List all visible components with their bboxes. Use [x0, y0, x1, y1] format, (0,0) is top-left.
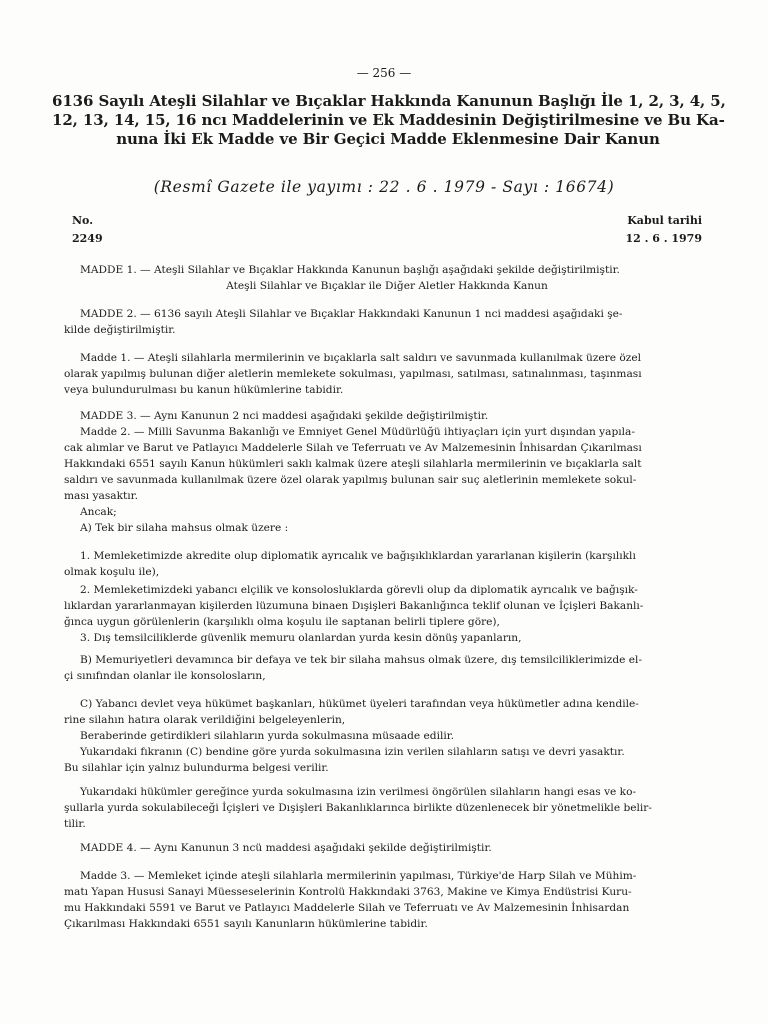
text-line: Hakkındaki 6551 sayılı Kanun hükümleri saklı kalmak üzere ateşli silahlarla mermilerinin ve bıçaklarla salt: [64, 458, 642, 470]
text-line: ğınca uygun görülenlerin (karşılıklı olma koşulu ile saptanan belirli tiplere göre),: [64, 616, 500, 628]
article-2: [64, 306, 710, 338]
text-line: olarak yapılmış bulunan diğer aletlerin memlekete sokulması, yapılması, satılması, satınalınması, taşınması: [64, 368, 642, 380]
text-line: cak alımlar ve Barut ve Patlayıcı Maddelerle Silah ve Teferruatı ve Av Malzemesinin İnhisardan Çıkarılması: [64, 442, 642, 454]
page-number: — 256 —: [356, 66, 412, 80]
text-line: Ancak;: [80, 506, 117, 518]
text-line: Madde 3. — Memleket içinde ateşli silahlarla mermilerinin yapılması, Türkiye'de Harp Silah ve Mühim-: [80, 870, 637, 882]
item-b: [64, 652, 710, 684]
item-2: [64, 582, 710, 646]
law-number: 2249: [72, 232, 103, 245]
gazette-info: (Resmî Gazete ile yayımı : 22 . 6 . 1979 - Sayı : 16674): [153, 178, 615, 196]
article-3: [64, 408, 710, 536]
acceptance-date-block: [625, 212, 702, 248]
law-number-label: No.: [72, 214, 94, 227]
law-number-block: [72, 212, 103, 248]
text-line: MADDE 4. — Aynı Kanunun 3 ncü maddesi aşağıdaki şekilde değiştirilmiştir.: [80, 842, 492, 854]
text-line: lıklardan yararlanmayan kişilerden lüzumuna binaen Dışişleri Bakanlığınca teklif olunan ve İçişleri Bakanlı-: [64, 600, 644, 612]
text-line: tilir.: [64, 818, 86, 830]
article-4: [64, 840, 710, 856]
text-line: şullarla yurda sokulabileceği İçişleri ve Dışişleri Bakanlıklarınca birlikte düzenlenecek bir yönetmelikle belir-: [64, 802, 652, 814]
amended-article-3: [64, 868, 710, 932]
text-line: mu Hakkındaki 5591 ve Barut ve Patlayıcı Maddelerle Silah ve Teferruatı ve Av Malzemesinin İnhisardan: [64, 902, 630, 914]
text-line: MADDE 3. — Aynı Kanunun 2 nci maddesi aşağıdaki şekilde değiştirilmiştir.: [80, 410, 489, 422]
text-line: saldırı ve savunmada kullanılmak üzere özel olarak yapılmış bulunan sair suç aletlerinin memlekete sokul-: [64, 474, 637, 486]
text-line: Yukarıdaki hükümler gereğince yurda sokulmasına izin verilmesi öngörülen silahların hangi esas ve ko-: [80, 786, 637, 798]
acceptance-date: 12 . 6 . 1979: [625, 232, 702, 245]
article-1: [64, 262, 710, 294]
text-line: A) Tek bir silaha mahsus olmak üzere :: [80, 522, 289, 534]
acceptance-date-label: Kabul tarihi: [627, 214, 702, 227]
text-line: olmak koşulu ile),: [64, 566, 160, 578]
text-line: MADDE 1. — Ateşli Silahlar ve Bıçaklar Hakkında Kanunun başlığı aşağıdaki şekilde değiştirilmiştir.: [80, 264, 620, 276]
text-line: veya bulundurulması bu kanun hükümlerine tabidir.: [64, 384, 344, 396]
item-c: [64, 696, 710, 776]
law-title: [52, 92, 724, 149]
text-line: Madde 2. — Milli Savunma Bakanlığı ve Emniyet Genel Müdürlüğü ihtiyaçları için yurt dışından yapıla-: [80, 426, 635, 438]
text-line: Beraberinde getirdikleri silahların yurda sokulmasına müsaade edilir.: [80, 730, 455, 742]
regulation-paragraph: [64, 784, 710, 832]
text-line: Çıkarılması Hakkındaki 6551 sayılı Kanunların hükümlerine tabidir.: [64, 918, 428, 930]
law-title-line: 12, 13, 14, 15, 16 ncı Maddelerinin ve Ek Maddesinin Değiştirilmesine ve Bu Ka-: [52, 111, 725, 129]
text-line: 3. Dış temsilciliklerde güvenlik memuru olanlardan yurda kesin dönüş yapanların,: [80, 632, 522, 644]
text-line: çi sınıfından olanlar ile konsolosların,: [64, 670, 266, 682]
text-line: matı Yapan Hususi Sanayi Müesseselerinin Kontrolü Hakkındaki 3763, Makine ve Kimya Endüstrisi Kuru-: [64, 886, 632, 898]
text-line: B) Memuriyetleri devamınca bir defaya ve tek bir silaha mahsus olmak üzere, dış temsilciliklerimizde el-: [80, 654, 643, 666]
text-line: C) Yabancı devlet veya hükümet başkanları, hükümet üyeleri tarafından veya hükümetler adına kendile-: [80, 698, 639, 710]
text-line: Yukarıdaki fıkranın (C) bendine göre yurda sokulmasına izin verilen silahların satışı ve devri yasaktır.: [80, 746, 625, 758]
law-title-line: nuna İki Ek Madde ve Bir Geçici Madde Eklenmesine Dair Kanun: [116, 130, 660, 148]
text-line: MADDE 2. — 6136 sayılı Ateşli Silahlar ve Bıçaklar Hakkındaki Kanunun 1 nci maddesi aşağıdaki şe-: [80, 308, 623, 320]
text-line: ması yasaktır.: [64, 490, 138, 502]
new-law-title: Ateşli Silahlar ve Bıçaklar ile Diğer Aletler Hakkında Kanun: [226, 280, 548, 292]
text-line: 2. Memleketimizdeki yabancı elçilik ve konsolosluklarda görevli olup da diplomatik ayrıcalık ve bağışık-: [80, 584, 638, 596]
amended-article-1: [64, 350, 710, 398]
text-line: kilde değiştirilmiştir.: [64, 324, 176, 336]
law-title-line: 6136 Sayılı Ateşli Silahlar ve Bıçaklar Hakkında Kanunun Başlığı İle 1, 2, 3, 4, 5,: [52, 92, 726, 110]
text-line: Madde 1. — Ateşli silahlarla mermilerinin ve bıçaklarla salt saldırı ve savunmada kullanılmak üzere özel: [80, 352, 641, 364]
text-line: Bu silahlar için yalnız bulundurma belgesi verilir.: [64, 762, 329, 774]
item-list: [64, 548, 710, 580]
text-line: rine silahın hatıra olarak verildiğini belgeleyenlerin,: [64, 714, 346, 726]
text-line: 1. Memleketimizde akredite olup diplomatik ayrıcalık ve bağışıklıklardan yararlanan kişilerin (karşılıklı: [80, 550, 636, 562]
